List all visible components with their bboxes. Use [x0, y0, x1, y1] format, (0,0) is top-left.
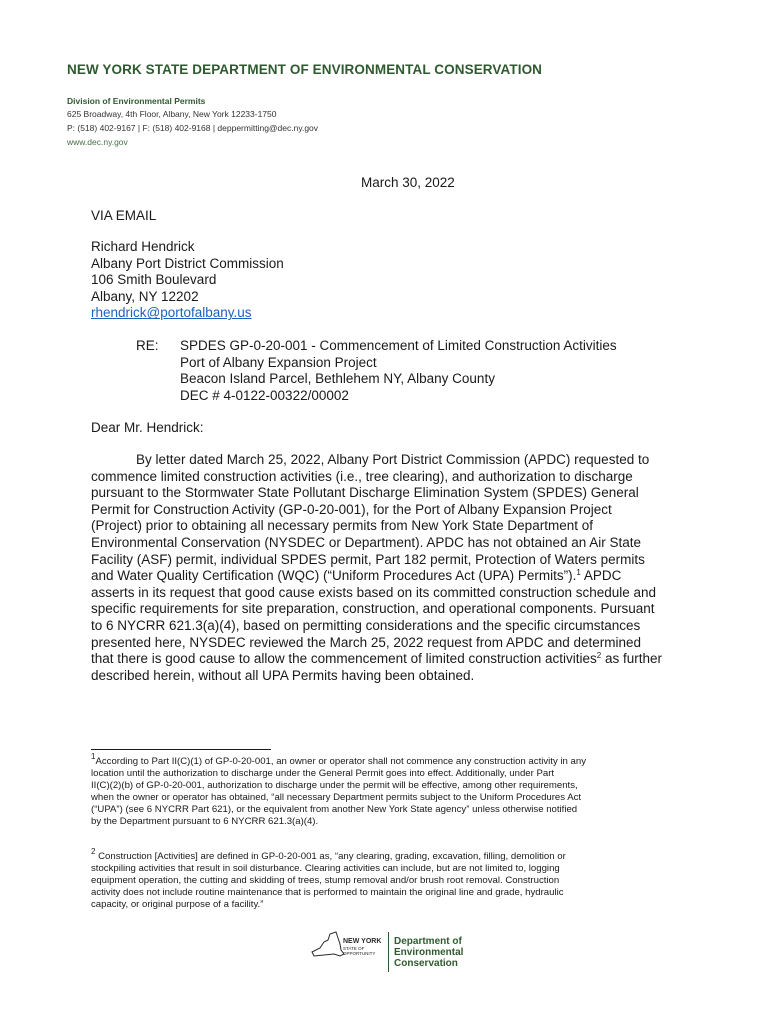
body-line: Environmental Conservation (NYSDEC or Department). APDC has not obtained an Air State — [91, 534, 642, 550]
footnote-2-ref[interactable]: 2 — [596, 651, 602, 661]
footnote-line: when the owner or operator has obtained, “all necessary Department permits subject to the Uniform Procedures Act — [91, 792, 582, 803]
body-line: described herein, without all UPA Permits having been obtained. — [91, 667, 475, 683]
footnote-1-ref[interactable]: 1 — [576, 568, 581, 578]
logo-department-name — [394, 936, 463, 969]
footnote-line — [91, 752, 691, 768]
recipient-email-link[interactable]: rhendrick@portofalbany.us — [91, 305, 252, 321]
body-line-text: that there is good cause to allow the commencement of limited construction activities — [91, 651, 597, 667]
body-line: commence limited construction activities (i.e., tree clearing), and authorization to discharge — [91, 468, 633, 484]
footnote-line — [91, 847, 691, 863]
body-line-text: and Water Quality Certification (WQC) (“Uniform Procedures Act (UPA) Permits”). — [91, 568, 577, 584]
letter-date: March 30, 2022 — [361, 175, 455, 190]
re-line: Port of Albany Expansion Project — [180, 354, 377, 370]
re-subject — [180, 338, 617, 404]
footnote-2-marker: 2 — [91, 847, 96, 856]
logo-dept-line: Conservation — [394, 958, 458, 969]
footnote-1 — [91, 752, 691, 828]
body-line — [91, 568, 681, 585]
footnote-1-marker: 1 — [91, 752, 96, 761]
body-line: Facility (ASF) permit, individual SPDES permit, Part 182 permit, Protection of Waters permits — [91, 551, 645, 567]
agency-name: NEW YORK STATE DEPARTMENT OF ENVIRONMENTAL CONSERVATION — [67, 62, 543, 77]
logo-dept-line: Environmental — [394, 947, 464, 958]
division-name: Division of Environmental Permits — [67, 96, 206, 106]
recipient-name: Richard Hendrick — [91, 239, 195, 254]
body-line-tail: as further — [601, 651, 662, 667]
recipient-street: 106 Smith Boulevard — [91, 272, 217, 288]
logo-tagline-line: OPPORTUNITY — [343, 951, 376, 956]
body-line: to 6 NYCRR 621.3(a)(4), based on permitting considerations and the specific circumstances — [91, 617, 641, 633]
recipient-address — [91, 239, 284, 322]
logo-state-name: NEW YORK — [343, 938, 382, 945]
body-line — [91, 651, 681, 668]
body-line-tail: APDC — [580, 568, 622, 584]
footnote-line: equipment operation, the cutting and skidding of trees, stump removal and/or brush root removal. Construction — [91, 875, 560, 886]
footnote-line-text: According to Part II(C)(1) of GP-0-20-001, an owner or operator shall not commence any construction activity in any — [95, 756, 587, 767]
body-line: Permit for Construction Activity (GP-0-20-001), for the Port of Albany Expansion Project — [91, 501, 612, 517]
logo-dept-line: Department of — [394, 936, 462, 947]
footnote-line: (“UPA”) (see 6 NYCRR Part 621), or the equivalent from another New York State agency” unless otherwise notified — [91, 804, 578, 815]
new-york-state-map-icon — [310, 930, 346, 960]
re-line: Beacon Island Parcel, Bethlehem NY, Albany County — [180, 371, 495, 387]
salutation: Dear Mr. Hendrick: — [91, 420, 204, 435]
division-phone-line: P: (518) 402-9167 | F: (518) 402-9168 | deppermitting@dec.ny.gov — [67, 123, 319, 133]
logo-tagline-line: STATE OF — [343, 946, 365, 951]
footnote-line: location until the authorization to discharge under the General Permit goes into effect. Additionally, under Part — [91, 768, 555, 779]
body-line: By letter dated March 25, 2022, Albany Port District Commission (APDC) requested to — [136, 452, 650, 467]
footnote-line: by the Department pursuant to 6 NYCRR 621.3(a)(4). — [91, 816, 319, 827]
logo-divider — [388, 932, 389, 972]
footnote-line-text: Construction [Activities] are defined in GP-0-20-001 as, “any clearing, grading, excavation, filling, demolition or — [95, 851, 566, 862]
body-line: specific requirements for site preparation, construction, and operational components. Pursuant — [91, 601, 655, 617]
re-line: SPDES GP-0-20-001 - Commencement of Limited Construction Activities — [180, 338, 617, 353]
body-line: (Project) prior to obtaining all necessary permits from New York State Department of — [91, 518, 593, 534]
body-line: presented here, NYSDEC reviewed the March 25, 2022 request from APDC and determined — [91, 634, 642, 650]
footnote-line: II(C)(2)(b) of GP-0-20-001, authorization to discharge under the permit will be effective, among other requirements, — [91, 780, 578, 791]
re-line: DEC # 4-0122-00322/00002 — [180, 387, 349, 403]
body-paragraph — [91, 452, 681, 684]
footnote-line: capacity, or original purpose of a facility.” — [91, 899, 264, 910]
website-link[interactable]: www.dec.ny.gov — [67, 137, 128, 147]
re-label: RE: — [136, 338, 159, 353]
division-address: 625 Broadway, 4th Floor, Albany, New York 12233-1750 — [67, 109, 277, 119]
recipient-city: Albany, NY 12202 — [91, 288, 199, 304]
footnote-line: stockpiling activities that result in soil disturbance. Clearing activities can include, but are not limited to, logging — [91, 863, 560, 874]
logo-tagline — [343, 946, 375, 956]
footnote-line: activity does not include routine maintenance that is performed to maintain the original line and grade, hydraulic — [91, 887, 564, 898]
delivery-method: VIA EMAIL — [91, 208, 157, 223]
body-line: pursuant to the Stormwater State Pollutant Discharge Elimination System (SPDES) General — [91, 485, 639, 501]
body-line: asserts in its request that good cause exists based on its committed construction schedule and — [91, 584, 657, 600]
recipient-organization: Albany Port District Commission — [91, 255, 284, 271]
footnote-2 — [91, 847, 691, 911]
footnote-divider — [91, 749, 271, 750]
